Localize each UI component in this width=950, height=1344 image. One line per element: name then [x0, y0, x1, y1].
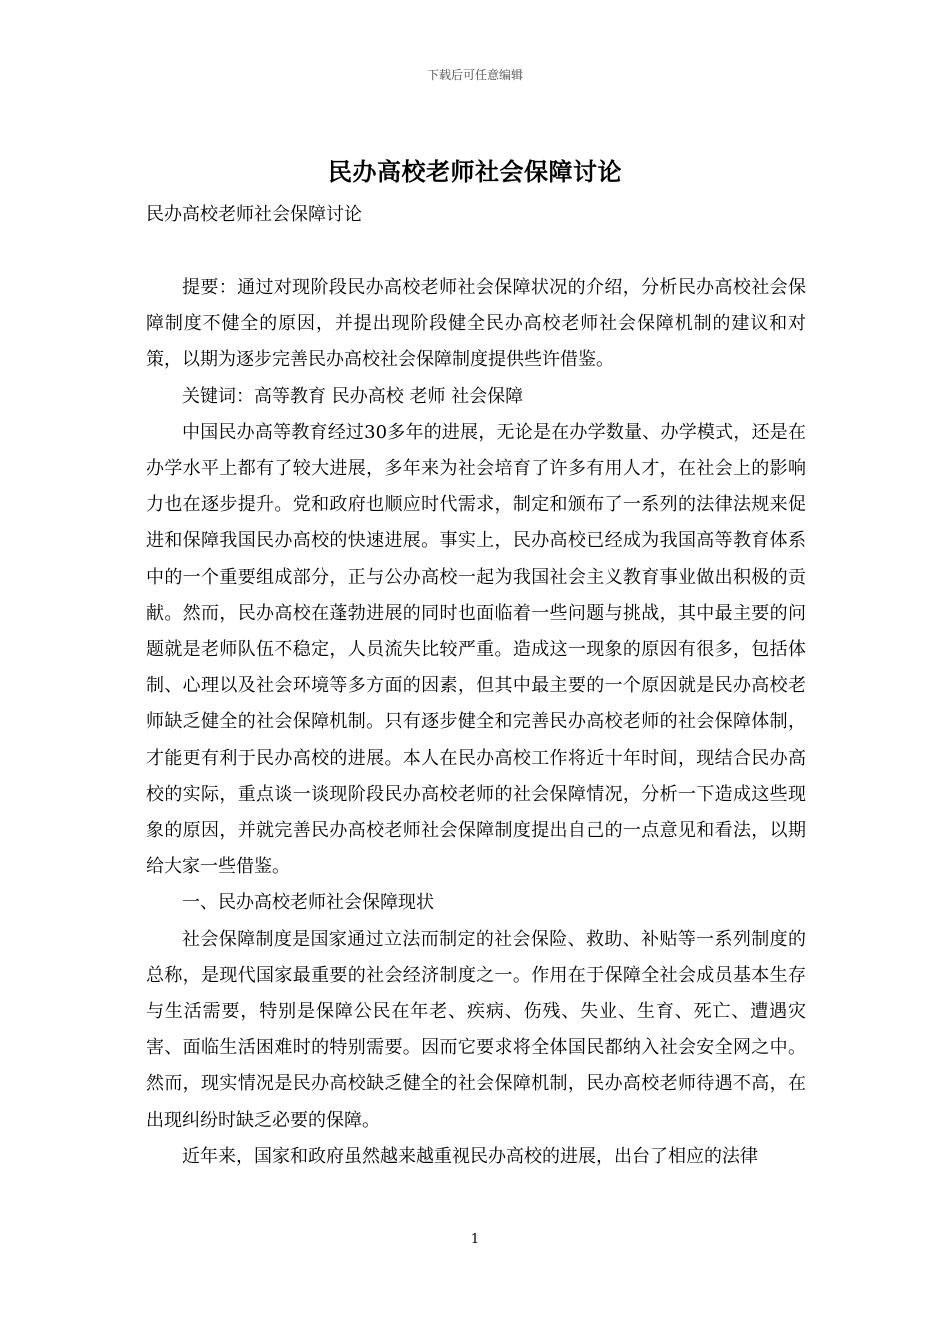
- header-note: 下载后可任意编辑: [426, 68, 523, 82]
- body-paragraph: 近年来，国家和政府虽然越来越重视民办高校的进展，出台了相应的法律: [182, 1145, 758, 1167]
- keywords-paragraph: 关键词：高等教育 民办高校 老师 社会保障: [182, 385, 524, 407]
- section-heading: 一、民办高校老师社会保障现状: [182, 892, 434, 914]
- abstract-paragraph: 提要：通过对现阶段民办高校老师社会保障状况的介绍，分析民办高校社会保障制度不健全的原因，并提出现阶段健全民办高校老师社会保障机制的建议和对策，以期为逐步完善民办高校社会保障制度提供些许借鉴。: [146, 277, 806, 371]
- page-number: 1: [470, 1232, 480, 1247]
- intro-paragraph: 中国民办高等教育经过30多年的进展，无论是在办学数量、办学模式，还是在办学水平上都有了较大进展，多年来为社会培育了许多有用人才，在社会上的影响力也在逐步提升。党和政府也顺应时代需求，制定和颁布了一系列的法律法规来促进和保障我国民办高校的快速进展。事实上，民办高校已经成为我国高等教育体系中的一个重要组成部分，正与公办高校一起为我国社会主义教育事业做出积极的贡献。然而，民办高校在蓬勃进展的同时也面临着一些问题与挑战，其中最主要的问题就是老师队伍不稳定，人员流失比较严重。造成这一现象的原因有很多，包括体制、心理以及社会环境等多方面的因素，但其中最主要的一个原因就是民办高校老师缺乏健全的社会保障机制。只有逐步健全和完善民办高校老师的社会保障体制，才能更有利于民办高校的进展。本人在民办高校工作将近十年时间，现结合民办高校的实际，重点谈一谈现阶段民办高校老师的社会保障情况，分析一下造成这些现象的原因，并就完善民办高校老师社会保障制度提出自己的一点意见和看法，以期给大家一些借鉴。: [146, 421, 806, 878]
- body-paragraph: 社会保障制度是国家通过立法而制定的社会保险、救助、补贴等一系列制度的总称，是现代国家最重要的社会经济制度之一。作用在于保障全社会成员基本生存与生活需要，特别是保障公民在年老、疾病、伤残、失业、生育、死亡、遭遇灾害、面临生活困难时的特别需要。因而它要求将全体国民都纳入社会安全网之中。然而，现实情况是民办高校缺乏健全的社会保障机制，民办高校老师待遇不高，在出现纠纷时缺乏必要的保障。: [146, 928, 806, 1131]
- document-subtitle: 民办高校老师社会保障讨论: [146, 204, 362, 225]
- document-title: 民办高校老师社会保障讨论: [328, 157, 622, 186]
- document-body: [146, 270, 806, 1175]
